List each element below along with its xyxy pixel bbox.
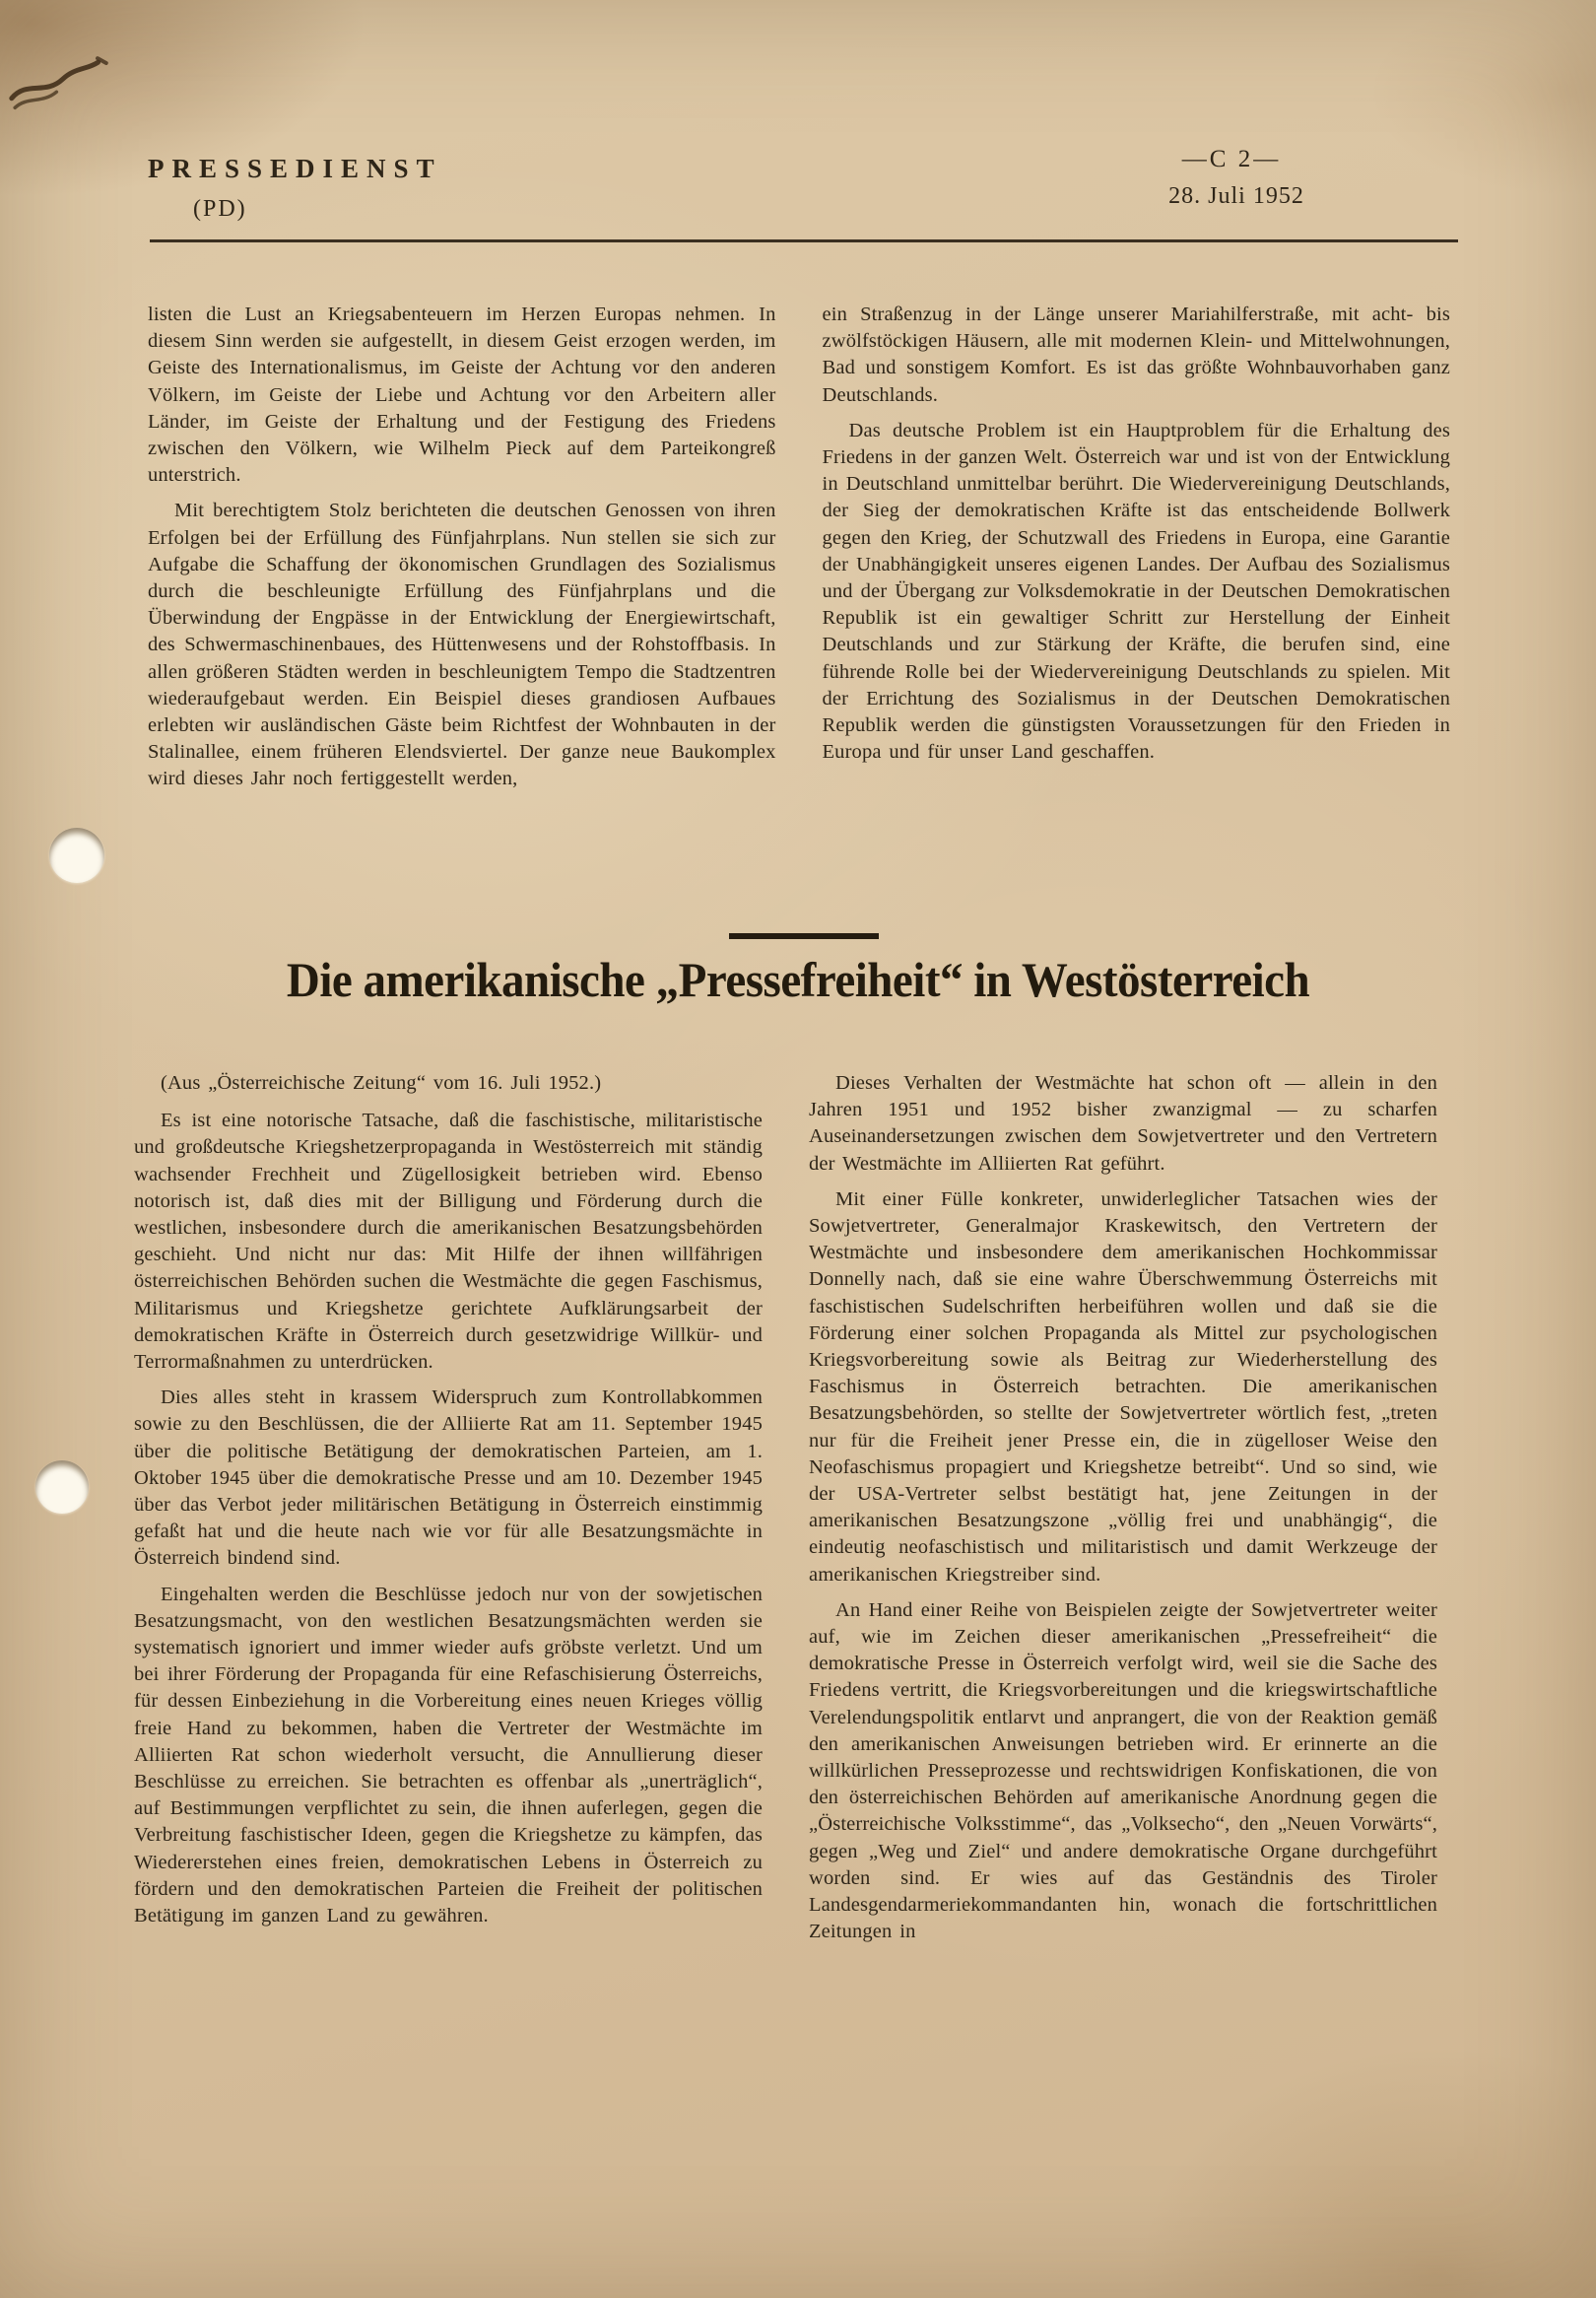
page-code: —C 2—: [1181, 146, 1282, 172]
paragraph: listen die Lust an Kriegsabenteuern im Herzen Europas nehmen. In diesem Sinn werden sie aufgestellt, in diesem Geist erzogen werden, im Geiste des Internationalismus, im Geiste der Achtung vor den anderen Völkern, im Geiste der Liebe und Achtung vor den Arbeitern aller Länder, im Geiste der Erhaltung und der Festigung des Friedens zwischen den Völkern, wie Wilhelm Pieck auf dem Parteikongreß unterstrich.: [148, 304, 776, 487]
paragraph: Mit einer Fülle konkreter, unwiderleglicher Tatsachen wies der Sowjetvertreter, Generalmajor Kraskewitsch, den Vertretern der Westmächte und insbesondere dem amerikanischen Hochkommissar Donnelly nach, daß sie eine wahre Überschwemmung Österreichs mit faschistischen Sudelschriften herbeiführen wollen und daß sie die Förderung einer solchen Propaganda als Mittel zur psychologischen Kriegsvorbereitung sowie als Beitrag zur Wiederherstellung des Faschismus in Österreich betrachten. Die amerikanischen Besatzungsbehörden, so stellte der Sowjetvertreter wörtlich fest, „treten nur für die Freiheit jener Presse ein, die in zügelloser Weise den Neofaschismus propagiert und Kriegshetze betreibt“. Und so sind, wie der USA-Vertreter selbst bestätigt hat, jene Zeitungen in der amerikanischen Besatzungszone „völlig frei und unabhängig“, die eindeutig neofaschistisch und militaristisch und damit Werkzeuge der amerikanischen Kriegstreiber sind.: [809, 1187, 1437, 1586]
issue-date: 28. Juli 1952: [1168, 183, 1304, 209]
article-pressefreiheit: [134, 1070, 1448, 1955]
paragraph: Dieses Verhalten der Westmächte hat schon oft — allein in den Jahren 1951 und 1952 bisher zwanzigmal — zu scharfen Auseinandersetzungen zwischen dem Sowjetvertreter und den Vertretern der Westmächte im Alliierten Rat geführt.: [809, 1072, 1437, 1175]
paragraph: Eingehalten werden die Beschlüsse jedoch nur von der sowjetischen Besatzungsmacht, von den westlichen Besatzungsmächten werden sie systematisch ignoriert und immer wieder aufs gröbste verletzt. Und um bei ihrer Förderung der Propaganda für eine Refaschisierung Österreichs, für dessen Einbeziehung in die Vorbereitung eines neuen Krieges völlig freie Hand zu bekommen, haben die Vertreter der Westmächte im Alliierten Rat schon wiederholt versucht, die Annullierung dieser Beschlüsse zu erreichen. Sie betrachten es offenbar als „unerträglich“, auf Bestimmungen verpflichtet zu sein, die ihnen auferlegen, gegen die Verbreitung faschistischer Ideen, gegen die Kriegshetze zu kämpfen, das Wiedererstehen eines freien, demokratischen Lebens in Österreich zu fördern und den demokratischen Parteien die Freiheit der politischen Betätigung im ganzen Land zu gewähren.: [134, 1583, 763, 1927]
masthead-abbreviation: (PD): [193, 196, 247, 222]
section-divider-rule: [729, 933, 879, 939]
paragraph: Es ist eine notorische Tatsache, daß die faschistische, militaristische und großdeutsche Kriegshetzerpropaganda in Westösterreich mit ständig wachsender Frechheit und Zügellosigkeit betrieben wird. Ebenso notorisch ist, daß dies mit der Billigung und Förderung durch die westlichen, insbesondere durch die amerikanischen Besatzungsbehörden geschieht. Und nicht nur das: Mit Hilfe der ihnen willfährigen österreichischen Behörden suchen die Westmächte die gegen Faschismus, Militarismus und Kriegshetze gerichtete Aufklärungsarbeit der demokratischen Kräfte in Österreich durch gesetzwidrige Willkür- und Terrormaßnahmen zu unterdrücken.: [134, 1110, 763, 1374]
paragraph: ein Straßenzug in der Länge unserer Mariahilferstraße, mit acht- bis zwölfstöckigen Häusern, alle mit modernen Klein- und Mittelwohnungen, Bad und sonstigem Komfort. Es ist das größte Wohnbauvorhaben ganz Deutschlands.: [822, 304, 1450, 406]
article1-left-column: [148, 302, 776, 802]
masthead-title: PRESSEDIENST: [148, 154, 442, 183]
source-line: (Aus „Österreichische Zeitung“ vom 16. Juli 1952.): [161, 1072, 602, 1094]
paragraph: An Hand einer Reihe von Beispielen zeigte der Sowjetvertreter weiter auf, wie im Zeichen dieser amerikanischen „Pressefreiheit“ die demokratische Presse in Österreich verfolgt wird, weil sie die Sache des Friedens vertritt, die Kriegsvorbereitungen und die kriegswirtschaftliche Verelendungspolitik entlarvt und anprangert, die von der Reaktion gemäß den amerikanischen Anweisungen betrieben wird. Er erinnerte an die willkürlichen Presseprozesse und rechtswidrigen Konfiskationen, die von den österreichischen Behörden auf amerikanische Anordnung gegen die „Österreichische Volksstimme“, das „Volksecho“, den „Neuen Vorwärts“, gegen „Weg und Ziel“ und andere demokratische Organe durchgeführt worden sind. Er wies auf das Geständnis des Tiroler Landesgendarmeriekommandanten hin, wonach die fortschrittlichen Zeitungen in: [809, 1598, 1437, 1943]
paragraph: Dies alles steht in krassem Widerspruch zum Kontrollabkommen sowie zu den Beschlüssen, die der Alliierte Rat am 11. September 1945 über die politische Betätigung der demokratischen Parteien, am 1. Oktober 1945 über die demokratische Presse und am 10. Dezember 1945 über das Verbot jeder militärischen Betätigung in Österreich einstimmig gefaßt hat und die heute nach wie vor für alle Besatzungsmächte in Österreich bindend sind.: [134, 1386, 763, 1570]
punch-hole-bottom: [35, 1460, 89, 1514]
article-continuation: [148, 302, 1450, 802]
paragraph: Mit berechtigtem Stolz berichteten die deutschen Genossen von ihren Erfolgen bei der Erfüllung des Fünfjahrplans. Nun stellen sie sich zur Aufgabe die Schaffung der ökonomischen Grundlagen des Sozialismus durch die beschleunigte Erfüllung des Fünfjahrplans und die Überwindung der Engpässe in der Entwicklung der Energiewirtschaft, des Schwermaschinenbaues, des Hüttenwesens und der Rohstoffbasis. In allen größeren Städten werden in beschleunigtem Tempo die Stadtzentren wiederaufgebaut werden. Ein Beispiel dieses grandiosen Aufbaues erlebten wir ausländischen Gäste beim Richtfest der Wohnbauten in der Stalinallee, einem früheren Elendsviertel. Der ganze neue Baukomplex wird dieses Jahr noch fertiggestellt werden,: [148, 500, 776, 790]
article1-right-column: [823, 302, 1451, 802]
paragraph: Das deutsche Problem ist ein Hauptproblem für die Erhaltung des Friedens in der ganzen Welt. Österreich war und ist von der Entwicklung in Deutschland unmittelbar berührt. Die Wiedervereinigung Deutschlands, der Sieg der demokratischen Kräfte ist das entscheidende Bollwerk gegen den Krieg, der Schutzwall des Friedens in Europa, eine Garantie der Unabhängigkeit unseres eigenen Landes. Der Aufbau des Sozialismus und der Übergang zur Volksdemokratie in der Deutschen Demokratischen Republik ist ein gewaltiger Schritt zur Herstellung der Einheit Deutschlands und zur Stärkung der Kräfte, die berufen sind, eine führende Rolle bei der Wiedervereinigung Deutschlands zu spielen. Mit der Errichtung des Sozialismus in der Deutschen Demokratischen Republik werden die günstigsten Voraussetzungen für den Frieden in Europa und für unser Land geschaffen.: [822, 419, 1450, 764]
article2-right-column: [809, 1070, 1437, 1955]
punch-hole-top: [49, 828, 104, 883]
article-headline: Die amerikanische „Pressefreiheit“ in Westösterreich: [286, 953, 1310, 1008]
pen-mark: [2, 39, 129, 124]
article2-left-column: [134, 1070, 763, 1955]
header-rule: [150, 239, 1458, 242]
